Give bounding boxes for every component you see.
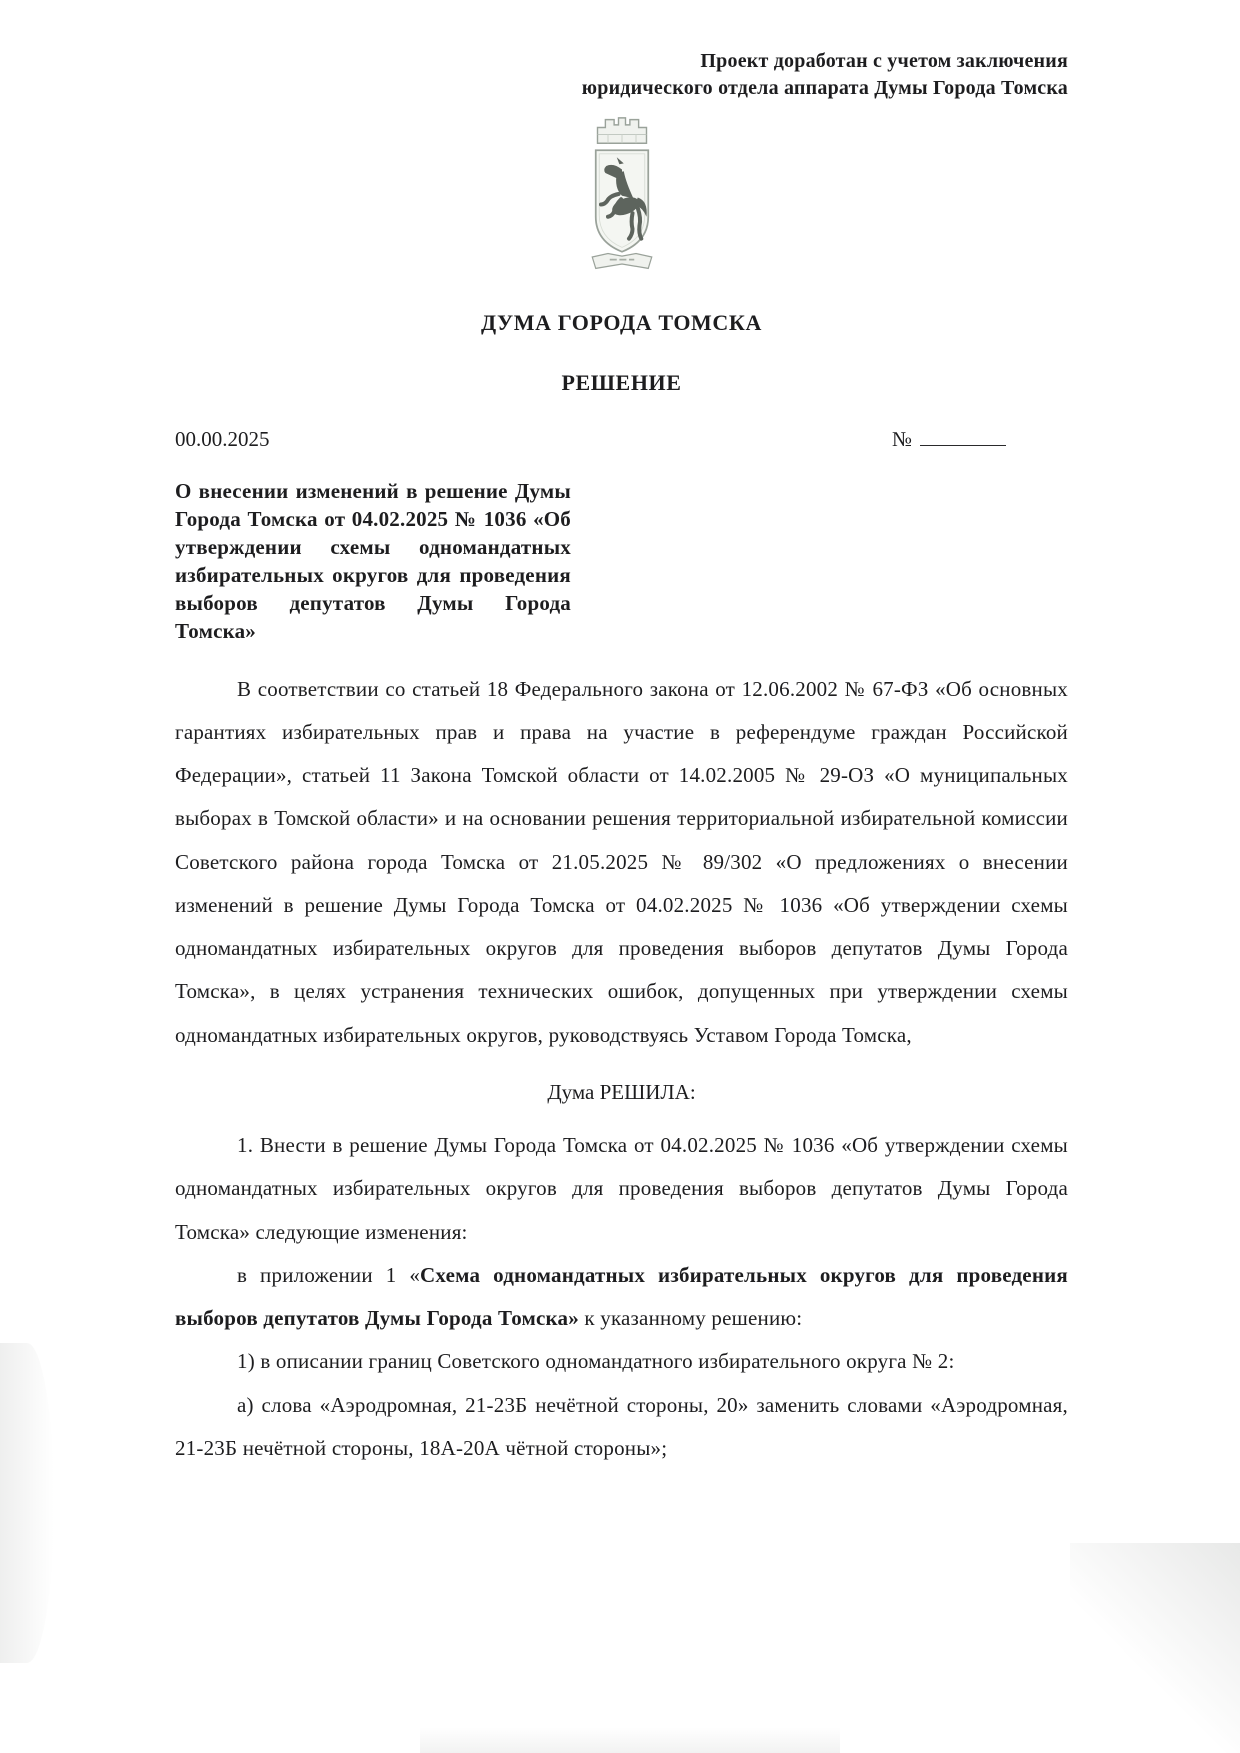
- document-type: РЕШЕНИЕ: [561, 370, 682, 395]
- date-number-row: [175, 424, 1068, 452]
- ribbon-shape: [592, 254, 652, 269]
- document-date: 00.00.2025: [175, 427, 270, 451]
- organization-name: ДУМА ГОРОДА ТОМСКА: [481, 310, 762, 335]
- resolution-heading: Дума РЕШИЛА:: [547, 1079, 696, 1104]
- header-note-line1: Проект доработан с учетом заключения: [700, 50, 1068, 72]
- preamble-paragraph: В соответствии со статьей 18 Федерального закона от 12.06.2002 № 67-ФЗ «Об основных гарантиях избирательных прав и права на участие в референдуме граждан Российской Федерации», статьей 11 Закона Томской области от 14.02.2005 № 29-ОЗ «О муниципальных выборах в Томской области» и на основании решения территориальной избирательной комиссии Советского района города Томска от 21.05.2025 № 89/302 «О предложениях о внесении изменений в решение Думы Города Томска от 04.02.2025 № 1036 «Об утверждении схемы одномандатных избирательных округов для проведения выборов депутатов Думы Города Томска», в целях устранения технических ошибок, допущенных при утверждении схемы одномандатных избирательных округов, руководствуясь Уставом Города Томска,: [175, 676, 1068, 1047]
- document-subject: О внесении изменений в решение Думы Города Томска от 04.02.2025 № 1036 «Об утверждении схемы одномандатных избирательных округов для проведения выборов депутатов Думы Города Томска»: [175, 479, 571, 643]
- number-blank-line: [920, 424, 1006, 446]
- district-description-paragraph: 1) в описании границ Советского одномандатного избирательного округа № 2:: [237, 1349, 955, 1374]
- scan-artifact-bottom-right: [1070, 1543, 1240, 1753]
- header-note-line2: юридического отдела аппарата Думы Города Томска: [581, 77, 1068, 99]
- document-number: [892, 424, 1006, 452]
- scan-artifact-bottom-center: [420, 1727, 840, 1753]
- number-sign: №: [891, 427, 912, 451]
- tomsk-coat-of-arms-icon: [175, 110, 1068, 278]
- header-note: [175, 48, 1068, 102]
- appendix-text-bold: Схема одномандатных избирательных округов для проведения выборов депутатов Думы Города Томска»: [175, 1262, 1068, 1331]
- crown-shape: [597, 118, 646, 143]
- amendment-a-paragraph: а) слова «Аэродромная, 21-23Б нечётной стороны, 20» заменить словами «Аэродромная, 21-23Б нечётной стороны, 18А-20А чётной стороны»;: [175, 1392, 1068, 1460]
- appendix-text-regular: в приложении 1 «: [237, 1262, 421, 1287]
- appendix-text-regular-tail: к указанному решению:: [578, 1306, 803, 1331]
- scan-artifact-bottom-left: [0, 1343, 54, 1663]
- appendix-paragraph: [175, 1254, 1068, 1341]
- resolution-item-1: 1. Внести в решение Думы Города Томска от 04.02.2025 № 1036 «Об утверждении схемы одномандатных избирательных округов для проведения выборов депутатов Думы Города Томска» следующие изменения:: [175, 1133, 1068, 1244]
